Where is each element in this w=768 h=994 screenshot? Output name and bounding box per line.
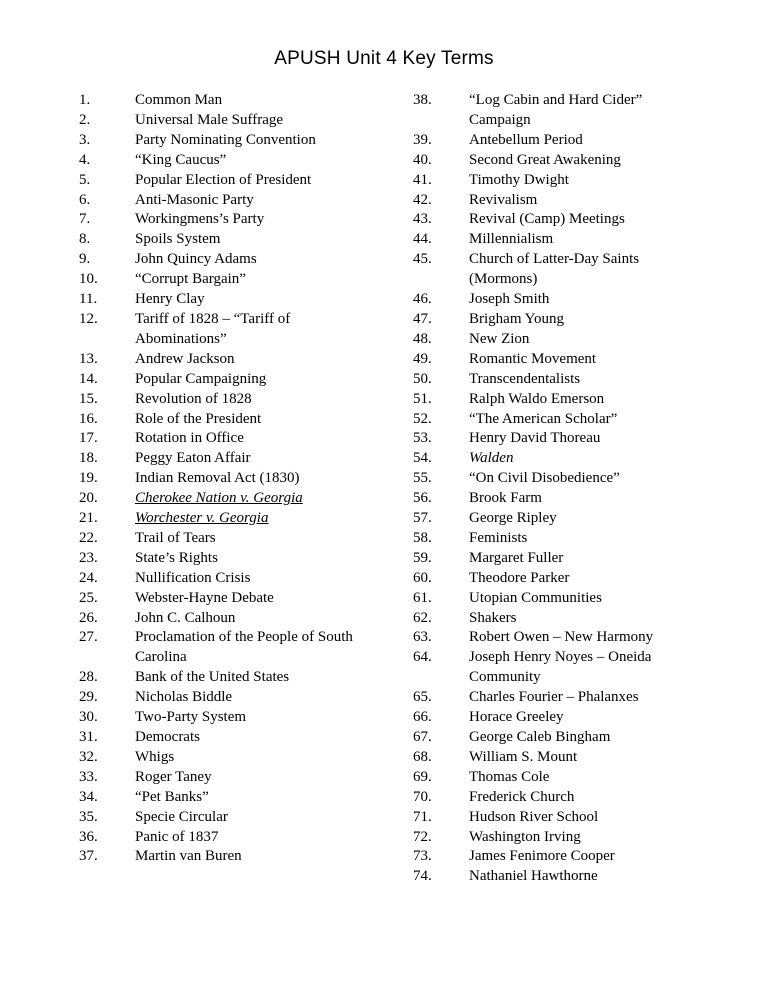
term-number: 69. [413, 768, 432, 785]
term-number: 50. [413, 370, 432, 387]
term-text: Utopian Communities [469, 589, 602, 606]
term-text: Margaret Fuller [469, 549, 564, 566]
term-text: Theodore Parker [469, 569, 570, 586]
term-text: Hudson River School [469, 808, 599, 825]
term-item [79, 469, 379, 489]
term-text: Romantic Movement [469, 350, 597, 367]
term-number: 34. [79, 788, 98, 805]
term-number: 72. [413, 828, 432, 845]
term-text: Charles Fourier – Phalanxes [469, 689, 639, 706]
term-text: Trail of Tears [135, 529, 216, 546]
term-number: 46. [413, 291, 432, 308]
term-number: 54. [413, 450, 432, 467]
term-text: Party Nominating Convention [135, 131, 316, 148]
term-text: Panic of 1837 [135, 828, 219, 845]
term-text: Rotation in Office [135, 430, 244, 447]
term-item [79, 847, 379, 867]
term-text: Tariff of 1828 – “Tariff of Abominations” [135, 310, 291, 347]
term-item [79, 410, 379, 430]
term-text: Bank of the United States [135, 669, 290, 686]
term-number: 10. [79, 271, 98, 288]
term-text: Workingmens’s Party [135, 211, 265, 228]
term-item [413, 429, 713, 449]
term-item [413, 509, 713, 529]
term-text: Spoils System [135, 231, 221, 248]
term-text: John C. Calhoun [135, 609, 236, 626]
term-text: Shakers [469, 609, 517, 626]
term-number: 35. [79, 808, 98, 825]
term-text: Robert Owen – New Harmony [469, 629, 654, 646]
term-item [413, 549, 713, 569]
term-text: Joseph Smith [469, 291, 550, 308]
term-text: Walden [469, 450, 514, 467]
term-text: Specie Circular [135, 808, 228, 825]
term-item [79, 708, 379, 728]
term-item [79, 768, 379, 788]
term-item [413, 808, 713, 828]
term-text: Timothy Dwight [469, 171, 569, 188]
term-number: 27. [79, 629, 98, 646]
term-text: Common Man [135, 92, 223, 108]
term-item [413, 628, 713, 648]
term-text: Two-Party System [135, 709, 247, 726]
term-text: “On Civil Disobedience” [469, 470, 620, 487]
term-item [413, 410, 713, 430]
term-item [413, 648, 713, 688]
term-item [79, 549, 379, 569]
term-item [79, 728, 379, 748]
term-number: 22. [79, 529, 98, 546]
term-text: Thomas Cole [469, 768, 550, 785]
term-number: 11. [79, 291, 98, 308]
term-number: 64. [413, 649, 432, 666]
term-number: 39. [413, 131, 432, 148]
term-number: 58. [413, 529, 432, 546]
term-text: “Corrupt Bargain” [135, 271, 246, 288]
term-number: 61. [413, 589, 432, 606]
term-text: Roger Taney [135, 768, 212, 785]
term-number: 68. [413, 748, 432, 765]
term-number: 20. [79, 490, 98, 507]
term-text: George Caleb Bingham [469, 729, 611, 745]
term-number: 18. [79, 450, 98, 467]
term-item [79, 748, 379, 768]
term-item [413, 708, 713, 728]
term-item [413, 370, 713, 390]
term-text: Peggy Eaton Affair [135, 450, 251, 467]
term-number: 56. [413, 490, 432, 507]
term-number: 62. [413, 609, 432, 626]
terms-column-left [79, 91, 379, 867]
term-number: 29. [79, 689, 98, 706]
term-number: 40. [413, 151, 432, 168]
term-number: 63. [413, 629, 432, 646]
term-number: 7. [79, 211, 91, 228]
term-text: Brigham Young [469, 310, 565, 327]
term-item [413, 310, 713, 330]
term-text: Joseph Henry Noyes – Oneida Community [469, 649, 652, 686]
term-number: 16. [79, 410, 98, 427]
term-number: 73. [413, 848, 432, 865]
term-number: 3. [79, 131, 91, 148]
term-text: Horace Greeley [469, 709, 564, 726]
term-number: 36. [79, 828, 98, 845]
term-number: 1. [79, 92, 91, 108]
term-number: 42. [413, 191, 432, 208]
term-item [413, 469, 713, 489]
term-item [79, 370, 379, 390]
term-item [79, 628, 379, 668]
term-text: Revivalism [469, 191, 538, 208]
term-text: Worchester v. Georgia [135, 510, 269, 527]
term-item [413, 250, 713, 290]
term-item [413, 728, 713, 748]
term-item [79, 509, 379, 529]
term-item [413, 390, 713, 410]
term-item [79, 270, 379, 290]
term-item [79, 609, 379, 629]
term-item [413, 290, 713, 310]
term-text: Revival (Camp) Meetings [469, 211, 625, 228]
term-text: Second Great Awakening [469, 151, 621, 168]
term-number: 59. [413, 549, 432, 566]
term-item [413, 489, 713, 509]
term-item [413, 449, 713, 469]
term-text: Anti-Masonic Party [135, 191, 254, 208]
term-text: Martin van Buren [135, 848, 242, 865]
term-item [79, 250, 379, 270]
term-text: Antebellum Period [469, 131, 583, 148]
page-title: APUSH Unit 4 Key Terms [274, 48, 494, 69]
term-number: 25. [79, 589, 98, 606]
term-item [413, 171, 713, 191]
term-number: 13. [79, 350, 98, 367]
term-number: 15. [79, 390, 98, 407]
term-item [79, 429, 379, 449]
term-number: 71. [413, 808, 432, 825]
term-item [79, 350, 379, 370]
term-text: Millennialism [469, 231, 554, 248]
term-number: 33. [79, 768, 98, 785]
term-text: William S. Mount [469, 748, 578, 765]
term-number: 67. [413, 729, 432, 745]
term-number: 74. [413, 868, 432, 885]
term-item [79, 589, 379, 609]
term-item [79, 688, 379, 708]
term-item [79, 191, 379, 211]
term-item [413, 210, 713, 230]
term-text: Nathaniel Hawthorne [469, 868, 598, 885]
term-number: 19. [79, 470, 98, 487]
term-item [79, 449, 379, 469]
term-text: Popular Election of President [135, 171, 312, 188]
term-number: 24. [79, 569, 98, 586]
term-number: 48. [413, 330, 432, 347]
term-number: 44. [413, 231, 432, 248]
term-item [413, 828, 713, 848]
term-text: James Fenimore Cooper [469, 848, 615, 865]
term-number: 17. [79, 430, 98, 447]
term-number: 55. [413, 470, 432, 487]
term-text: Role of the President [135, 410, 262, 427]
term-text: Henry David Thoreau [469, 430, 601, 447]
term-text: George Ripley [469, 510, 557, 527]
term-number: 66. [413, 709, 432, 726]
term-item [413, 569, 713, 589]
term-number: 45. [413, 251, 432, 268]
term-item [413, 688, 713, 708]
term-number: 32. [79, 748, 98, 765]
term-item [413, 230, 713, 250]
term-item [79, 788, 379, 808]
term-number: 51. [413, 390, 432, 407]
term-text: Washington Irving [469, 828, 581, 845]
term-number: 28. [79, 669, 98, 686]
term-number: 2. [79, 111, 91, 128]
term-number: 6. [79, 191, 91, 208]
term-item [413, 350, 713, 370]
term-item [79, 111, 379, 131]
term-item [79, 310, 379, 350]
term-number: 8. [79, 231, 91, 248]
term-item [413, 330, 713, 350]
term-text: Proclamation of the People of South Carolina [135, 629, 353, 666]
term-item [79, 828, 379, 848]
term-item [79, 529, 379, 549]
term-item [79, 131, 379, 151]
term-number: 31. [79, 729, 98, 745]
term-text: Popular Campaigning [135, 370, 267, 387]
term-text: Frederick Church [469, 788, 575, 805]
term-number: 14. [79, 370, 98, 387]
term-item [79, 171, 379, 191]
term-text: Indian Removal Act (1830) [135, 470, 300, 487]
term-text: New Zion [469, 330, 530, 347]
term-number: 65. [413, 689, 432, 706]
term-number: 5. [79, 171, 91, 188]
term-number: 53. [413, 430, 432, 447]
term-number: 57. [413, 510, 432, 527]
term-text: State’s Rights [135, 549, 218, 566]
term-text: “Pet Banks” [135, 788, 209, 805]
term-number: 38. [413, 92, 432, 108]
term-text: Democrats [135, 729, 200, 745]
term-item [79, 390, 379, 410]
term-item [413, 529, 713, 549]
term-item [79, 151, 379, 171]
term-text: Nullification Crisis [135, 569, 251, 586]
term-text: Henry Clay [135, 291, 205, 308]
terms-column-right [413, 91, 713, 887]
term-item [413, 609, 713, 629]
term-number: 47. [413, 310, 432, 327]
term-item [413, 847, 713, 867]
term-item [79, 489, 379, 509]
term-number: 52. [413, 410, 432, 427]
term-item [413, 191, 713, 211]
term-text: Cherokee Nation v. Georgia [135, 490, 303, 507]
term-item [79, 91, 379, 111]
term-number: 43. [413, 211, 432, 228]
term-text: John Quincy Adams [135, 251, 257, 268]
term-item [413, 748, 713, 768]
term-number: 4. [79, 151, 91, 168]
term-text: Whigs [135, 748, 175, 765]
term-number: 23. [79, 549, 98, 566]
term-item [79, 668, 379, 688]
term-item [79, 210, 379, 230]
term-text: Andrew Jackson [135, 350, 235, 367]
term-number: 49. [413, 350, 432, 367]
term-number: 12. [79, 310, 98, 327]
term-text: Transcendentalists [469, 370, 581, 387]
term-text: Church of Latter-Day Saints (Mormons) [469, 251, 640, 288]
term-number: 30. [79, 709, 98, 726]
term-item [79, 569, 379, 589]
term-number: 26. [79, 609, 98, 626]
term-text: “King Caucus” [135, 151, 227, 168]
term-number: 70. [413, 788, 432, 805]
term-text: “The American Scholar” [469, 410, 618, 427]
term-number: 37. [79, 848, 98, 865]
term-text: Revolution of 1828 [135, 390, 252, 407]
term-item [79, 808, 379, 828]
term-number: 21. [79, 510, 98, 527]
term-item [79, 230, 379, 250]
term-number: 41. [413, 171, 432, 188]
term-number: 60. [413, 569, 432, 586]
term-text: Universal Male Suffrage [135, 111, 284, 128]
term-item [413, 91, 713, 131]
term-item [79, 290, 379, 310]
term-number: 9. [79, 251, 91, 268]
term-item [413, 768, 713, 788]
term-text: Webster-Hayne Debate [135, 589, 274, 606]
term-item [413, 151, 713, 171]
term-text: Feminists [469, 529, 528, 546]
term-text: Ralph Waldo Emerson [469, 390, 605, 407]
term-item [413, 788, 713, 808]
term-item [413, 589, 713, 609]
term-text: Nicholas Biddle [135, 689, 233, 706]
term-text: “Log Cabin and Hard Cider” Campaign [469, 92, 643, 128]
term-text: Brook Farm [469, 490, 542, 507]
term-item [413, 867, 713, 887]
term-item [413, 131, 713, 151]
